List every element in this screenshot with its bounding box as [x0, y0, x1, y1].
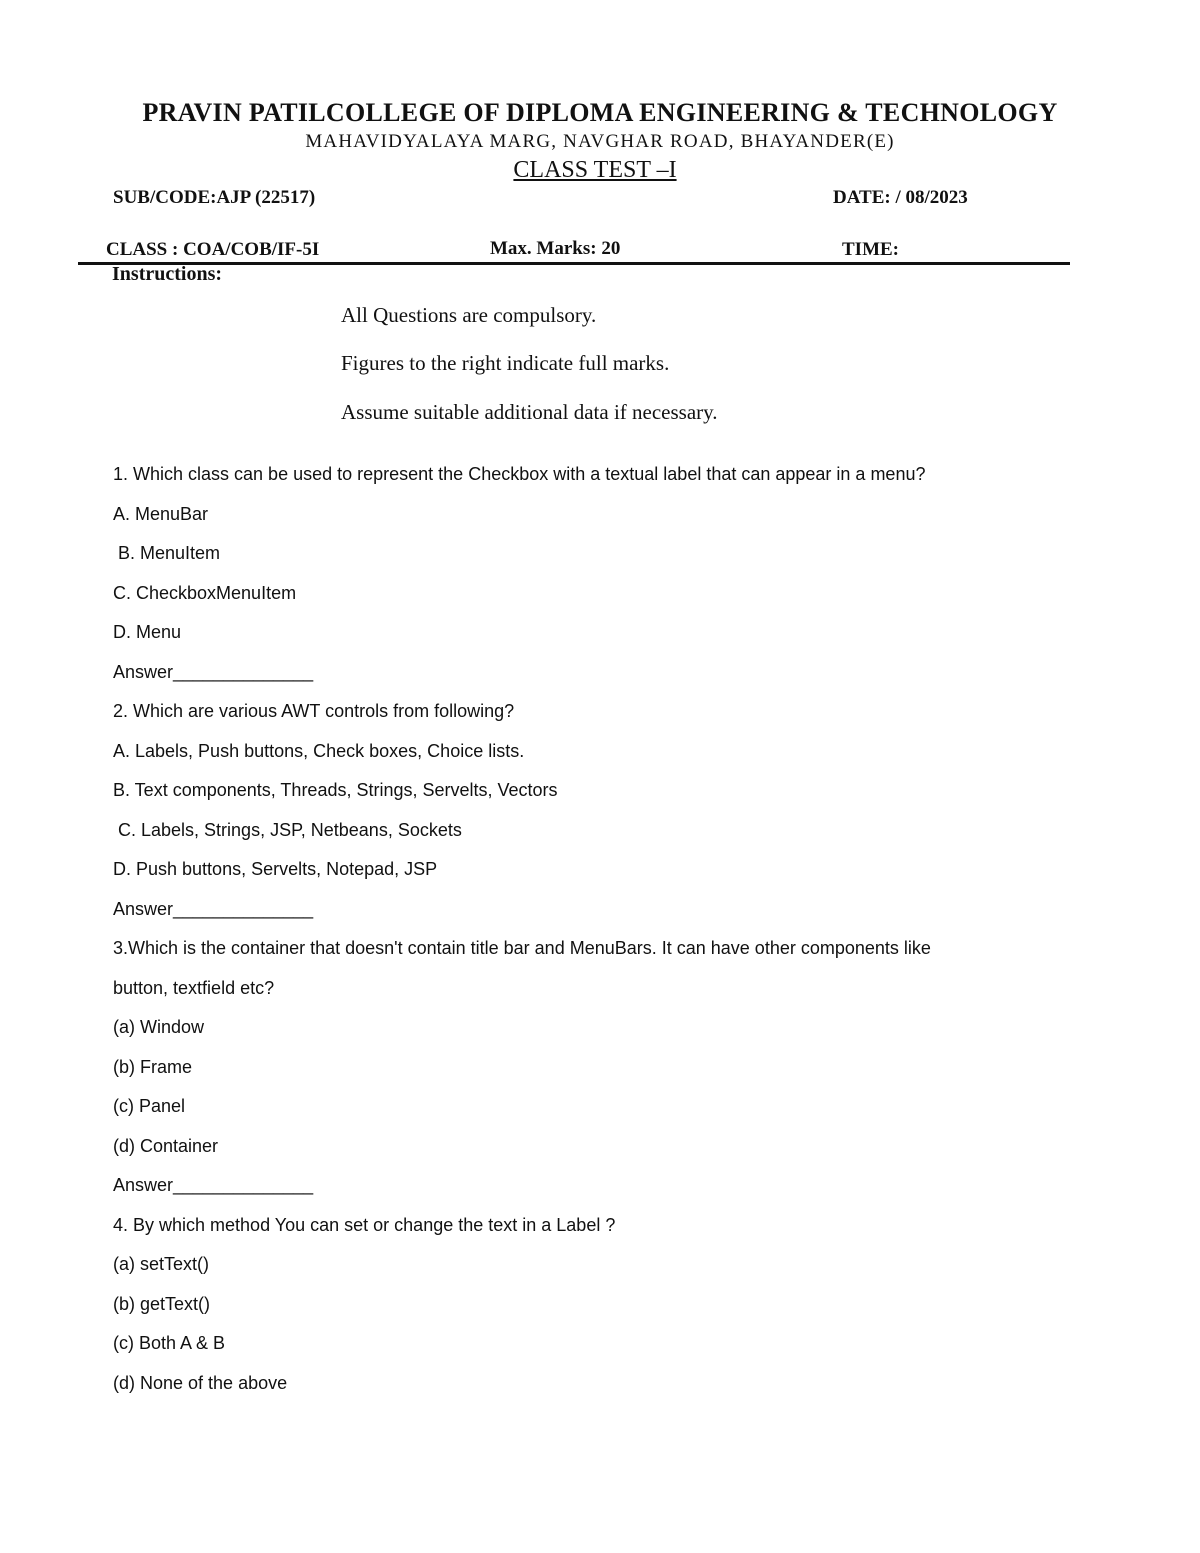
question-2-text: 2. Which are various AWT controls from following? — [113, 701, 515, 721]
answer-line: Answer______________ — [113, 899, 314, 919]
question-1-option: D. Menu — [113, 622, 182, 642]
question-2-option: B. Text components, Threads, Strings, Servelts, Vectors — [113, 780, 558, 800]
max-marks: Max. Marks: 20 — [490, 238, 621, 259]
question-1-option: C. CheckboxMenuItem — [113, 583, 297, 603]
header-divider — [78, 262, 1070, 265]
question-4-option: (b) getText() — [113, 1294, 211, 1314]
question-3-option: (c) Panel — [113, 1096, 186, 1116]
question-1-option: A. MenuBar — [113, 504, 209, 524]
question-3-option: (d) Container — [113, 1136, 219, 1156]
instructions-heading: Instructions: — [112, 263, 223, 285]
question-2-option: D. Push buttons, Servelts, Notepad, JSP — [113, 859, 438, 879]
instruction-item: Figures to the right indicate full marks. — [341, 351, 670, 375]
instruction-item: All Questions are compulsory. — [341, 303, 597, 327]
class-info: CLASS : COA/COB/IF-5I — [106, 239, 320, 260]
question-4-option: (d) None of the above — [113, 1373, 288, 1393]
question-2-option: A. Labels, Push buttons, Check boxes, Choice lists. — [113, 741, 525, 761]
exam-date: DATE: / 08/2023 — [833, 187, 968, 208]
question-4-option: (a) setText() — [113, 1254, 210, 1274]
question-3-text-cont: button, textfield etc? — [113, 978, 275, 998]
college-address: MAHAVIDYALAYA MARG, NAVGHAR ROAD, BHAYANDER(E) — [305, 131, 895, 152]
subject-code: SUB/CODE:AJP (22517) — [113, 187, 316, 208]
question-3-text: 3.Which is the container that doesn't contain title bar and MenuBars. It can have other components like — [113, 938, 931, 958]
answer-line: Answer______________ — [113, 1175, 314, 1195]
question-1-text: 1. Which class can be used to represent the Checkbox with a textual label that can appear in a menu? — [113, 464, 926, 484]
test-title: CLASS TEST –I — [513, 157, 677, 183]
question-2-option: C. Labels, Strings, JSP, Netbeans, Sockets — [113, 820, 462, 840]
college-name: PRAVIN PATILCOLLEGE OF DIPLOMA ENGINEERING & TECHNOLOGY — [142, 98, 1058, 127]
exam-time: TIME: — [842, 239, 899, 260]
answer-line: Answer______________ — [113, 662, 314, 682]
instruction-item: Assume suitable additional data if necessary. — [341, 400, 718, 424]
question-1-option: B. MenuItem — [113, 543, 221, 563]
question-3-option: (b) Frame — [113, 1057, 193, 1077]
question-4-text: 4. By which method You can set or change the text in a Label ? — [113, 1215, 616, 1235]
question-4-option: (c) Both A & B — [113, 1333, 226, 1353]
question-3-option: (a) Window — [113, 1017, 205, 1037]
